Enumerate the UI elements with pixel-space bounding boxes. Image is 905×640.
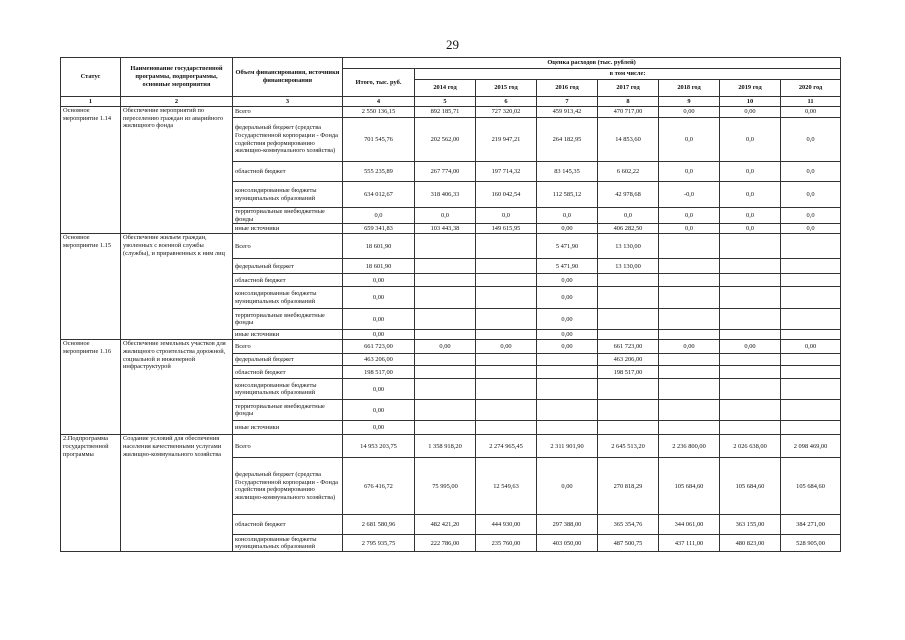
header-year: 2015 год: [476, 80, 537, 97]
column-index: 2: [121, 97, 233, 107]
year-value: 2 645 513,20: [598, 435, 659, 458]
year-value: 202 562,00: [415, 118, 476, 162]
year-value: [781, 287, 841, 309]
column-index: 5: [415, 97, 476, 107]
year-value: 12 549,63: [476, 458, 537, 515]
year-value: 406 282,50: [598, 224, 659, 234]
year-value: 75 995,00: [415, 458, 476, 515]
year-value: [476, 354, 537, 366]
year-value: 83 145,35: [537, 162, 598, 182]
year-value: [598, 330, 659, 340]
table-row: [61, 340, 841, 354]
header-including: в том числе:: [415, 69, 841, 80]
year-value: [659, 234, 720, 259]
year-value: [659, 259, 720, 274]
financing-source: территориальные внебюджетные фонды: [233, 309, 343, 330]
year-value: 0,0: [781, 182, 841, 208]
group-status: Основное мероприятие 1.15: [61, 234, 121, 340]
year-value: 105 684,60: [720, 458, 781, 515]
total-value: 18 601,90: [343, 259, 415, 274]
year-value: 459 913,42: [537, 107, 598, 118]
year-value: [598, 287, 659, 309]
year-value: 727 320,02: [476, 107, 537, 118]
year-value: 13 130,00: [598, 259, 659, 274]
year-value: 13 130,00: [598, 234, 659, 259]
financing-source: консолидированные бюджеты муниципальных образований: [233, 535, 343, 552]
column-index: 3: [233, 97, 343, 107]
year-value: 0,00: [537, 458, 598, 515]
financing-source: консолидированные бюджеты муниципальных образований: [233, 287, 343, 309]
year-value: [659, 421, 720, 435]
year-value: [476, 330, 537, 340]
year-value: [537, 366, 598, 379]
header-year: 2017 год: [598, 80, 659, 97]
year-value: [415, 259, 476, 274]
year-value: 267 774,00: [415, 162, 476, 182]
year-value: 0,00: [415, 340, 476, 354]
group-status: 2.Подпрограмма государственной программы: [61, 435, 121, 552]
financing-source: территориальные внебюджетные фонды: [233, 400, 343, 421]
total-value: 0,00: [343, 379, 415, 400]
year-value: [781, 259, 841, 274]
total-value: 18 601,90: [343, 234, 415, 259]
year-value: [598, 274, 659, 287]
year-value: [537, 400, 598, 421]
year-value: 1 358 918,20: [415, 435, 476, 458]
year-value: [415, 379, 476, 400]
year-value: 403 050,00: [537, 535, 598, 552]
year-value: 0,00: [476, 340, 537, 354]
total-value: 0,00: [343, 400, 415, 421]
group-status: Основное мероприятие 1.14: [61, 107, 121, 234]
header-estimate: Оценка расходов (тыс. рублей): [343, 58, 841, 69]
total-value: 0,00: [343, 421, 415, 435]
year-value: [476, 400, 537, 421]
total-value: 634 012,67: [343, 182, 415, 208]
year-value: [781, 379, 841, 400]
year-value: [537, 354, 598, 366]
year-value: 0,0: [659, 162, 720, 182]
year-value: 197 714,32: [476, 162, 537, 182]
year-value: 0,00: [659, 340, 720, 354]
financing-source: федеральный бюджет: [233, 259, 343, 274]
financing-source: областной бюджет: [233, 366, 343, 379]
year-value: [720, 400, 781, 421]
column-index: 6: [476, 97, 537, 107]
year-value: [720, 366, 781, 379]
year-value: [476, 259, 537, 274]
year-value: [659, 330, 720, 340]
financing-source: консолидированные бюджеты муниципальных образований: [233, 379, 343, 400]
year-value: [598, 421, 659, 435]
year-value: [720, 259, 781, 274]
year-value: [415, 234, 476, 259]
year-value: 0,00: [537, 224, 598, 234]
year-value: [415, 274, 476, 287]
column-index: 8: [598, 97, 659, 107]
year-value: 528 905,00: [781, 535, 841, 552]
budget-table: [60, 57, 841, 552]
year-value: [781, 274, 841, 287]
header-financing: Объем финансирования, источники финансирования: [233, 58, 343, 97]
year-value: 470 717,00: [598, 107, 659, 118]
total-value: 198 517,00: [343, 366, 415, 379]
year-value: [476, 379, 537, 400]
year-value: 222 786,00: [415, 535, 476, 552]
year-value: [720, 379, 781, 400]
year-value: [659, 287, 720, 309]
group-name: Обеспечение мероприятий по переселению граждан из аварийного жилищного фонда: [121, 107, 233, 234]
year-value: 0,0: [598, 208, 659, 224]
year-value: [476, 421, 537, 435]
year-value: [659, 366, 720, 379]
header-status: Статус: [61, 58, 121, 97]
table-row: [61, 234, 841, 259]
year-value: 365 354,76: [598, 515, 659, 535]
year-value: -0,0: [659, 182, 720, 208]
year-value: 0,0: [781, 162, 841, 182]
year-value: 14 853,60: [598, 118, 659, 162]
group-name: Обеспечение земельных участков для жилищного строительства дорожной, социальной и инженерной инфраструктурой: [121, 340, 233, 435]
year-value: 344 061,00: [659, 515, 720, 535]
year-value: [415, 309, 476, 330]
year-value: 0,0: [659, 208, 720, 224]
year-value: 0,0: [781, 224, 841, 234]
total-value: 2 795 935,75: [343, 535, 415, 552]
year-value: 270 818,29: [598, 458, 659, 515]
total-value: 0,00: [343, 330, 415, 340]
year-value: [598, 379, 659, 400]
year-value: 219 947,21: [476, 118, 537, 162]
year-value: 0,0: [476, 208, 537, 224]
column-index: 4: [343, 97, 415, 107]
year-value: [415, 421, 476, 435]
year-value: 0,0: [781, 208, 841, 224]
year-value: 0,0: [659, 118, 720, 162]
financing-source: областной бюджет: [233, 274, 343, 287]
financing-source: консолидированные бюджеты муниципальных образований: [233, 182, 343, 208]
year-value: [720, 234, 781, 259]
financing-source: федеральный бюджет (средства Государственной корпорации - Фонда содействия реформированию жилищно-коммунального хозяйства): [233, 458, 343, 515]
year-value: 2 311 901,90: [537, 435, 598, 458]
year-value: [476, 287, 537, 309]
column-index: 11: [781, 97, 841, 107]
group-name: Создание условий для обеспечения населения качественными услугами жилищно-коммунального хозяйства: [121, 435, 233, 552]
total-value: 0,0: [343, 208, 415, 224]
table-row: [61, 107, 841, 118]
table-body: [61, 107, 841, 552]
year-value: 2 274 965,45: [476, 435, 537, 458]
year-value: 0,0: [537, 208, 598, 224]
financing-source: областной бюджет: [233, 515, 343, 535]
total-value: 463 206,00: [343, 354, 415, 366]
year-value: [720, 274, 781, 287]
year-value: [659, 400, 720, 421]
year-value: 6 602,22: [598, 162, 659, 182]
year-value: [537, 379, 598, 400]
year-value: 297 388,00: [537, 515, 598, 535]
header-year: 2014 год: [415, 80, 476, 97]
year-value: 318 406,33: [415, 182, 476, 208]
column-index: 9: [659, 97, 720, 107]
header-name: Наименование государственной программы, подпрограммы, основные мероприятия: [121, 58, 233, 97]
year-value: [415, 400, 476, 421]
year-value: [781, 309, 841, 330]
header-year: 2018 год: [659, 80, 720, 97]
year-value: [598, 309, 659, 330]
year-value: [415, 330, 476, 340]
year-value: 0,0: [720, 224, 781, 234]
year-value: 2 026 638,00: [720, 435, 781, 458]
total-value: 661 723,00: [343, 340, 415, 354]
year-value: 2 236 800,00: [659, 435, 720, 458]
header-total: Итого, тыс. руб.: [343, 69, 415, 97]
year-value: 0,00: [537, 274, 598, 287]
financing-source: федеральный бюджет: [233, 354, 343, 366]
financing-source: территориальные внебюджетные фонды: [233, 208, 343, 224]
year-value: 363 155,00: [720, 515, 781, 535]
year-value: [537, 421, 598, 435]
total-value: 676 416,72: [343, 458, 415, 515]
year-value: 264 182,95: [537, 118, 598, 162]
year-value: 198 517,00: [598, 366, 659, 379]
year-value: 0,00: [659, 107, 720, 118]
year-value: 160 042,54: [476, 182, 537, 208]
year-value: 0,0: [720, 118, 781, 162]
year-value: 0,00: [537, 340, 598, 354]
year-value: 0,00: [720, 107, 781, 118]
financing-source: иные источники: [233, 421, 343, 435]
year-value: 437 111,00: [659, 535, 720, 552]
year-value: 42 978,68: [598, 182, 659, 208]
page-number: 29: [446, 37, 459, 52]
year-value: 103 443,38: [415, 224, 476, 234]
total-value: 14 953 203,75: [343, 435, 415, 458]
year-value: [781, 330, 841, 340]
total-value: 0,00: [343, 274, 415, 287]
year-value: [781, 366, 841, 379]
year-value: 0,0: [720, 182, 781, 208]
year-value: [781, 421, 841, 435]
year-value: [781, 234, 841, 259]
financing-source: Всего: [233, 107, 343, 118]
financing-source: областной бюджет: [233, 162, 343, 182]
financing-source: Всего: [233, 340, 343, 354]
year-value: [720, 354, 781, 366]
total-value: 659 341,83: [343, 224, 415, 234]
year-value: [415, 366, 476, 379]
year-value: [476, 366, 537, 379]
total-value: 0,00: [343, 287, 415, 309]
financing-source: иные источники: [233, 224, 343, 234]
year-value: [598, 400, 659, 421]
column-index: 7: [537, 97, 598, 107]
year-value: 463 206,00: [598, 354, 659, 366]
column-index: 10: [720, 97, 781, 107]
year-value: [476, 274, 537, 287]
year-value: 444 930,00: [476, 515, 537, 535]
total-value: 555 235,89: [343, 162, 415, 182]
year-value: 5 471,90: [537, 259, 598, 274]
year-value: 0,00: [537, 330, 598, 340]
year-value: [415, 354, 476, 366]
year-value: [476, 309, 537, 330]
header-year: 2016 год: [537, 80, 598, 97]
financing-source: федеральный бюджет (средства Государственной корпорации - Фонда содействия реформированию жилищно-коммунального хозяйства): [233, 118, 343, 162]
year-value: 0,0: [659, 224, 720, 234]
year-value: 480 823,00: [720, 535, 781, 552]
year-value: [415, 287, 476, 309]
year-value: 0,00: [537, 309, 598, 330]
year-value: 235 760,00: [476, 535, 537, 552]
year-value: [476, 234, 537, 259]
financing-source: Всего: [233, 234, 343, 259]
year-value: 5 471,90: [537, 234, 598, 259]
year-value: [659, 379, 720, 400]
year-value: 0,0: [720, 208, 781, 224]
year-value: 0,00: [720, 340, 781, 354]
year-value: 0,0: [720, 162, 781, 182]
year-value: [720, 309, 781, 330]
year-value: 2 098 469,00: [781, 435, 841, 458]
column-index: 1: [61, 97, 121, 107]
year-value: 0,00: [781, 340, 841, 354]
year-value: 892 185,71: [415, 107, 476, 118]
year-value: [659, 309, 720, 330]
header-year: 2020 год: [781, 80, 841, 97]
year-value: [720, 421, 781, 435]
header-year: 2019 год: [720, 80, 781, 97]
year-value: 661 723,00: [598, 340, 659, 354]
year-value: [659, 354, 720, 366]
year-value: 0,0: [415, 208, 476, 224]
year-value: [659, 274, 720, 287]
year-value: [781, 400, 841, 421]
year-value: 487 500,75: [598, 535, 659, 552]
total-value: 2 681 580,96: [343, 515, 415, 535]
year-value: 0,0: [781, 118, 841, 162]
total-value: 2 550 136,15: [343, 107, 415, 118]
year-value: 0,00: [537, 287, 598, 309]
year-value: 482 421,20: [415, 515, 476, 535]
financing-source: иные источники: [233, 330, 343, 340]
financing-source: Всего: [233, 435, 343, 458]
year-value: [720, 287, 781, 309]
group-name: Обеспечение жильем граждан, уволенных с военной службы (службы), и приравненных к ним лиц: [121, 234, 233, 340]
year-value: 0,00: [781, 107, 841, 118]
year-value: 384 271,00: [781, 515, 841, 535]
year-value: [720, 330, 781, 340]
year-value: 112 585,12: [537, 182, 598, 208]
year-value: 149 615,95: [476, 224, 537, 234]
table-row: [61, 435, 841, 458]
total-value: 0,00: [343, 309, 415, 330]
year-value: [781, 354, 841, 366]
year-value: 105 684,60: [659, 458, 720, 515]
year-value: 105 684,60: [781, 458, 841, 515]
group-status: Основное мероприятие 1.16: [61, 340, 121, 435]
total-value: 701 545,76: [343, 118, 415, 162]
